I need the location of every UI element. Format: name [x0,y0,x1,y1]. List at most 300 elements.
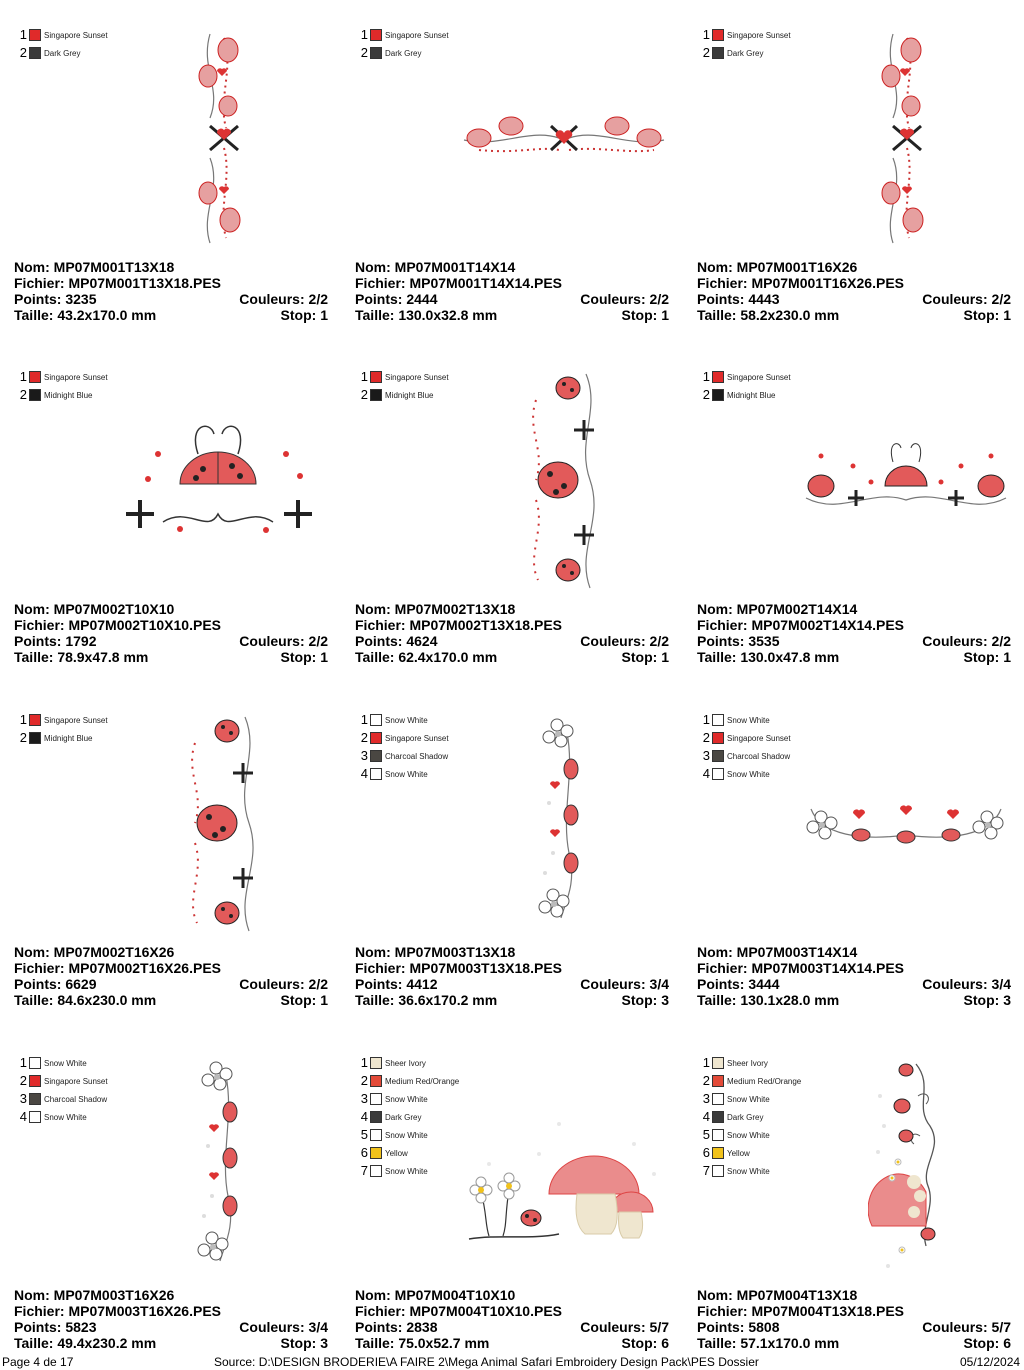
design-points: 4412 [406,976,438,992]
design-info [14,601,328,665]
design-size: 84.6x230.0 mm [57,992,157,1008]
design-file: MP07M004T13X18.PES [751,1303,904,1319]
thread-row [359,44,449,62]
taille-label: Taille: [355,1335,399,1351]
thread-swatch [29,714,41,726]
thread-name: Dark Grey [385,48,422,58]
thread-row [18,729,108,747]
thread-swatch [370,732,382,744]
design-colors: 2/2 [308,633,328,649]
design-name: MP07M004T13X18 [736,1287,858,1303]
taille-label: Taille: [697,1335,741,1351]
thread-name: Snow White [385,715,428,725]
design-stops: 1 [320,992,328,1008]
points-label: Points: [355,976,407,992]
thread-number: 2 [360,45,368,60]
design-card [683,685,1024,1027]
thread-swatch [370,714,382,726]
thread-name: Midnight Blue [727,390,776,400]
thread-number: 2 [360,730,368,745]
page-number: Page 4 de 17 [2,1355,74,1369]
thread-legend [701,26,791,62]
thread-number: 7 [360,1163,368,1178]
thread-swatch [712,1075,724,1087]
design-info [355,259,669,323]
thread-row [359,765,449,783]
couleurs-label: Couleurs: [239,633,309,649]
thread-legend [359,1054,459,1180]
fichier-label: Fichier: [355,1303,410,1319]
points-label: Points: [697,633,749,649]
thread-number: 4 [702,1109,710,1124]
thread-name: Charcoal Shadow [385,751,449,761]
thread-legend [359,711,449,783]
points-label: Points: [355,291,407,307]
thread-number: 2 [702,730,710,745]
design-stops: 1 [661,307,669,323]
thread-name: Snow White [44,1112,87,1122]
design-colors: 3/4 [649,976,669,992]
thread-row [701,1054,801,1072]
design-colors: 5/7 [991,1319,1011,1335]
design-stops: 1 [320,649,328,665]
stop-label: Stop: [621,1335,662,1351]
design-name: MP07M002T14X14 [736,601,858,617]
thread-name: Snow White [727,1130,770,1140]
design-name: MP07M003T16X26 [53,1287,175,1303]
couleurs-label: Couleurs: [922,291,992,307]
thread-row [359,747,449,765]
thread-row [18,1090,108,1108]
thread-swatch [29,389,41,401]
fichier-label: Fichier: [14,617,69,633]
thread-name: Snow White [727,769,770,779]
design-info [697,944,1011,1008]
thread-swatch [712,29,724,41]
design-card [341,0,682,342]
taille-label: Taille: [355,649,399,665]
design-colors: 3/4 [308,1319,328,1335]
thread-number: 2 [360,387,368,402]
design-file: MP07M003T16X26.PES [68,1303,221,1319]
stop-label: Stop: [621,649,662,665]
thread-legend [359,26,449,62]
thread-swatch [370,371,382,383]
thread-number: 4 [360,766,368,781]
thread-row [701,1090,801,1108]
design-card [341,685,682,1027]
thread-swatch [29,29,41,41]
thread-swatch [712,1129,724,1141]
nom-label: Nom: [697,1287,737,1303]
fichier-label: Fichier: [697,275,752,291]
stop-label: Stop: [621,307,662,323]
thread-swatch [370,1075,382,1087]
design-colors: 2/2 [308,291,328,307]
nom-label: Nom: [14,601,54,617]
design-info [697,259,1011,323]
thread-swatch [712,1057,724,1069]
design-card [683,1028,1024,1370]
design-file: MP07M003T14X14.PES [751,960,904,976]
design-name: MP07M002T16X26 [53,944,175,960]
thread-swatch [29,1111,41,1123]
thread-number: 6 [360,1145,368,1160]
embroidery-preview [801,438,1011,518]
points-label: Points: [697,976,749,992]
points-label: Points: [14,976,66,992]
thread-number: 1 [360,1055,368,1070]
nom-label: Nom: [14,1287,54,1303]
design-size: 130.1x28.0 mm [740,992,840,1008]
nom-label: Nom: [697,601,737,617]
fichier-label: Fichier: [697,617,752,633]
thread-number: 1 [702,27,710,42]
nom-label: Nom: [697,944,737,960]
design-size: 49.4x230.2 mm [57,1335,157,1351]
thread-swatch [712,389,724,401]
thread-number: 2 [19,1073,27,1088]
couleurs-label: Couleurs: [580,633,650,649]
thread-swatch [29,1093,41,1105]
thread-swatch [370,750,382,762]
embroidery-preview [516,370,606,592]
thread-row [18,44,108,62]
design-stops: 3 [1003,992,1011,1008]
nom-label: Nom: [697,259,737,275]
thread-swatch [370,1093,382,1105]
thread-row [359,1108,459,1126]
design-size: 130.0x32.8 mm [398,307,498,323]
thread-name: Snow White [727,715,770,725]
thread-legend [701,368,791,404]
thread-swatch [370,29,382,41]
thread-name: Midnight Blue [385,390,434,400]
thread-row [359,1072,459,1090]
thread-row [18,711,108,729]
design-stops: 6 [661,1335,669,1351]
thread-name: Snow White [727,1166,770,1176]
taille-label: Taille: [14,992,58,1008]
embroidery-preview [459,108,669,168]
fichier-label: Fichier: [14,275,69,291]
design-info [697,601,1011,665]
design-info [697,1287,1011,1351]
thread-row [359,1144,459,1162]
thread-swatch [712,371,724,383]
points-label: Points: [14,1319,66,1335]
design-info [14,944,328,1008]
thread-number: 6 [702,1145,710,1160]
couleurs-label: Couleurs: [580,1319,650,1335]
design-stops: 1 [661,649,669,665]
thread-name: Singapore Sunset [727,733,791,743]
thread-number: 4 [360,1109,368,1124]
thread-number: 2 [360,1073,368,1088]
thread-swatch [712,1165,724,1177]
design-size: 75.0x52.7 mm [398,1335,490,1351]
thread-swatch [370,1129,382,1141]
design-name: MP07M003T14X14 [736,944,858,960]
points-label: Points: [697,1319,749,1335]
design-stops: 6 [1003,1335,1011,1351]
design-points: 3535 [748,633,780,649]
thread-swatch [370,1111,382,1123]
embroidery-preview [801,795,1011,855]
thread-name: Dark Grey [385,1112,422,1122]
thread-number: 5 [360,1127,368,1142]
design-colors: 2/2 [308,976,328,992]
points-label: Points: [355,633,407,649]
design-name: MP07M002T13X18 [394,601,516,617]
thread-row [701,1126,801,1144]
taille-label: Taille: [355,992,399,1008]
thread-legend [18,711,108,747]
thread-row [359,711,449,729]
design-card [341,342,682,684]
design-stops: 3 [661,992,669,1008]
thread-name: Yellow [727,1148,750,1158]
thread-name: Medium Red/Orange [727,1076,802,1086]
thread-swatch [29,1075,41,1087]
design-points: 2838 [406,1319,438,1335]
thread-number: 2 [702,387,710,402]
taille-label: Taille: [697,307,741,323]
thread-swatch [29,732,41,744]
thread-legend [18,1054,108,1126]
thread-row [701,368,791,386]
embroidery-preview [118,414,328,544]
design-name: MP07M004T10X10 [394,1287,516,1303]
thread-legend [18,368,108,404]
embroidery-preview [175,713,265,935]
design-size: 130.0x47.8 mm [740,649,840,665]
page-footer [0,1354,1024,1370]
thread-number: 5 [702,1127,710,1142]
thread-row [359,1054,459,1072]
embroidery-preview [190,1056,250,1278]
thread-legend [701,711,791,783]
fichier-label: Fichier: [697,1303,752,1319]
design-card [0,1028,341,1370]
design-file: MP07M002T10X10.PES [68,617,221,633]
thread-number: 3 [702,1091,710,1106]
design-info [14,1287,328,1351]
thread-swatch [712,1093,724,1105]
thread-row [701,711,791,729]
fichier-label: Fichier: [355,275,410,291]
thread-number: 1 [360,27,368,42]
design-colors: 2/2 [649,291,669,307]
design-name: MP07M003T13X18 [394,944,516,960]
couleurs-label: Couleurs: [922,1319,992,1335]
embroidery-preview [531,713,591,935]
thread-row [359,729,449,747]
thread-name: Singapore Sunset [44,1076,108,1086]
thread-number: 4 [702,766,710,781]
design-file: MP07M002T14X14.PES [751,617,904,633]
taille-label: Taille: [14,649,58,665]
couleurs-label: Couleurs: [922,633,992,649]
thread-name: Snow White [385,1166,428,1176]
thread-swatch [712,732,724,744]
embroidery-preview [459,1094,669,1244]
thread-name: Midnight Blue [44,390,93,400]
thread-swatch [29,371,41,383]
design-card [683,0,1024,342]
thread-name: Snow White [44,1058,87,1068]
design-size: 43.2x170.0 mm [57,307,157,323]
thread-legend [701,1054,801,1180]
thread-name: Singapore Sunset [44,30,108,40]
embroidery-preview [863,28,943,250]
thread-number: 2 [702,45,710,60]
design-size: 57.1x170.0 mm [740,1335,840,1351]
thread-row [359,1090,459,1108]
thread-row [359,368,449,386]
thread-legend [359,368,449,404]
thread-number: 1 [702,712,710,727]
thread-name: Singapore Sunset [385,30,449,40]
design-points: 5808 [748,1319,780,1335]
thread-row [701,747,791,765]
design-colors: 2/2 [991,291,1011,307]
thread-name: Snow White [727,1094,770,1104]
design-info [355,944,669,1008]
design-name: MP07M001T16X26 [736,259,858,275]
thread-name: Singapore Sunset [44,372,108,382]
taille-label: Taille: [697,649,741,665]
design-name: MP07M002T10X10 [53,601,175,617]
design-file: MP07M002T16X26.PES [68,960,221,976]
design-points: 3444 [748,976,780,992]
thread-number: 1 [702,369,710,384]
thread-row [359,26,449,44]
design-card [0,342,341,684]
design-card [683,342,1024,684]
source-path: Source: D:\DESIGN BRODERIE\A FAIRE 2\Mega Animal Safari Embroidery Design Pack\PES Dossier [214,1355,759,1369]
design-card [341,1028,682,1370]
thread-number: 2 [19,387,27,402]
taille-label: Taille: [14,1335,58,1351]
thread-swatch [712,1111,724,1123]
nom-label: Nom: [14,259,54,275]
thread-name: Singapore Sunset [727,372,791,382]
design-info [355,601,669,665]
design-stops: 1 [320,307,328,323]
print-date: 05/12/2024 [960,1355,1021,1369]
thread-swatch [370,1147,382,1159]
thread-swatch [712,47,724,59]
thread-swatch [712,1147,724,1159]
thread-number: 3 [702,748,710,763]
design-points: 4624 [406,633,438,649]
design-size: 58.2x230.0 mm [740,307,840,323]
thread-name: Singapore Sunset [385,733,449,743]
thread-row [701,26,791,44]
design-info [355,1287,669,1351]
thread-name: Yellow [385,1148,408,1158]
thread-swatch [712,714,724,726]
design-file: MP07M004T10X10.PES [409,1303,562,1319]
thread-row [701,765,791,783]
points-label: Points: [14,633,66,649]
fichier-label: Fichier: [697,960,752,976]
thread-name: Singapore Sunset [44,715,108,725]
thread-row [359,1126,459,1144]
thread-row [18,386,108,404]
fichier-label: Fichier: [14,960,69,976]
design-info [14,259,328,323]
thread-row [701,44,791,62]
design-size: 78.9x47.8 mm [57,649,149,665]
couleurs-label: Couleurs: [239,291,309,307]
thread-number: 1 [702,1055,710,1070]
stop-label: Stop: [963,992,1004,1008]
thread-swatch [712,750,724,762]
couleurs-label: Couleurs: [580,976,650,992]
fichier-label: Fichier: [14,1303,69,1319]
design-file: MP07M001T14X14.PES [409,275,562,291]
thread-row [359,386,449,404]
thread-number: 3 [360,748,368,763]
design-points: 3235 [65,291,97,307]
thread-swatch [370,768,382,780]
design-points: 5823 [65,1319,97,1335]
design-name: MP07M001T13X18 [53,259,175,275]
thread-number: 1 [360,369,368,384]
taille-label: Taille: [355,307,399,323]
thread-row [701,386,791,404]
design-stops: 1 [1003,307,1011,323]
nom-label: Nom: [355,259,395,275]
thread-name: Sheer Ivory [385,1058,426,1068]
design-colors: 2/2 [991,633,1011,649]
thread-name: Snow White [385,1094,428,1104]
thread-row [701,1072,801,1090]
points-label: Points: [14,291,66,307]
embroidery-preview [180,28,260,250]
thread-swatch [370,389,382,401]
thread-row [701,1162,801,1180]
design-points: 4443 [748,291,780,307]
taille-label: Taille: [14,307,58,323]
design-stops: 3 [320,1335,328,1351]
thread-row [18,1108,108,1126]
design-stops: 1 [1003,649,1011,665]
stop-label: Stop: [280,1335,321,1351]
design-colors: 5/7 [649,1319,669,1335]
couleurs-label: Couleurs: [922,976,992,992]
thread-swatch [370,1057,382,1069]
stop-label: Stop: [280,992,321,1008]
thread-number: 1 [19,712,27,727]
thread-name: Dark Grey [727,1112,764,1122]
thread-number: 7 [702,1163,710,1178]
thread-name: Medium Red/Orange [385,1076,460,1086]
nom-label: Nom: [355,601,395,617]
thread-row [18,1054,108,1072]
taille-label: Taille: [697,992,741,1008]
nom-label: Nom: [14,944,54,960]
design-file: MP07M003T13X18.PES [409,960,562,976]
thread-number: 4 [19,1109,27,1124]
design-name: MP07M001T14X14 [394,259,516,275]
design-points: 1792 [65,633,97,649]
fichier-label: Fichier: [355,617,410,633]
stop-label: Stop: [963,307,1004,323]
design-size: 36.6x170.2 mm [398,992,498,1008]
